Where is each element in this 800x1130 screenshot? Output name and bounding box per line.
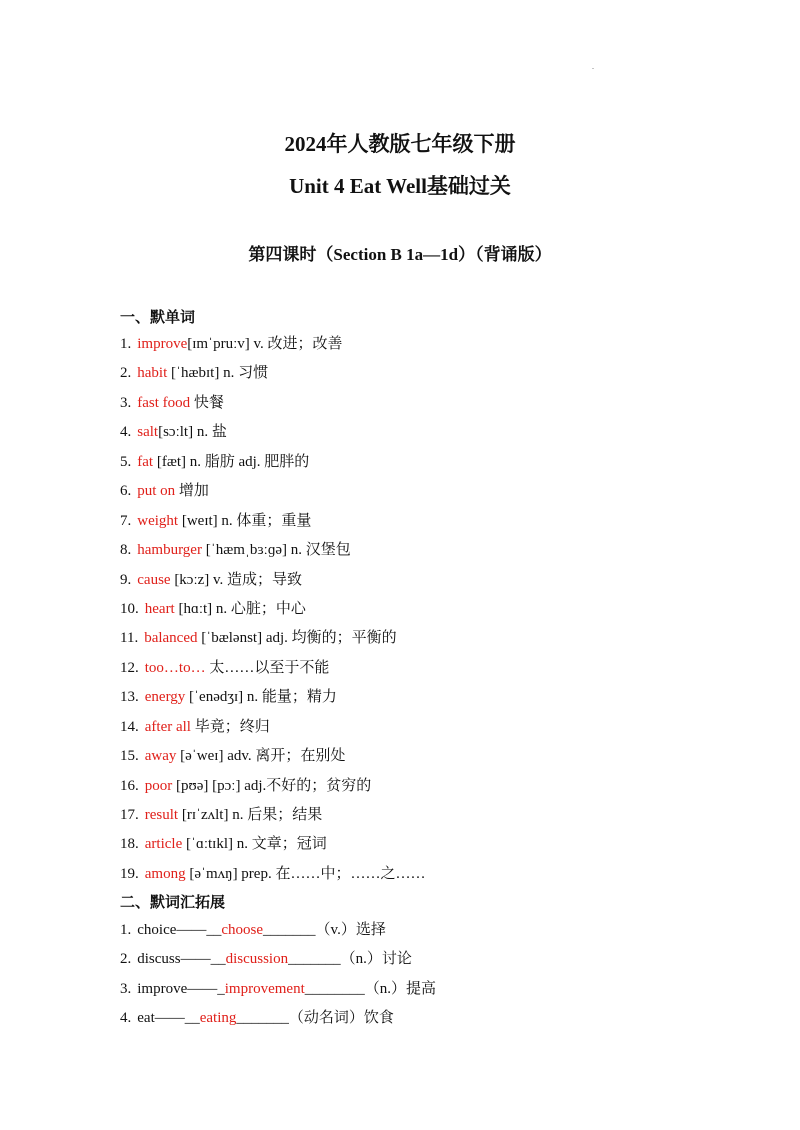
item-number: 4.	[120, 424, 132, 441]
item-number: 15.	[120, 748, 139, 765]
list-item	[120, 745, 425, 774]
answer-text: discussion	[225, 951, 289, 968]
corner-mark: .	[592, 62, 594, 71]
vocabulary-list	[120, 333, 425, 892]
list-item	[120, 833, 425, 862]
vocab-word: balanced	[144, 630, 198, 647]
vocab-word: after all	[144, 718, 191, 735]
item-number: 3.	[120, 980, 132, 997]
list-item	[120, 716, 425, 745]
item-number: 4.	[120, 1010, 132, 1027]
vocab-definition: [hɑːt] n. 心脏；中心	[174, 600, 306, 617]
item-number: 19.	[120, 865, 139, 882]
answer-text: improvement	[224, 980, 305, 997]
vocab-definition: [ˈhæbɪt] n. 习惯	[167, 365, 269, 382]
list-item	[120, 451, 425, 480]
item-number: 1.	[120, 336, 132, 352]
item-number: 9.	[120, 571, 132, 588]
list-item	[120, 948, 436, 977]
base-word: eat——__	[137, 1010, 200, 1027]
vocab-definition: 快餐	[190, 394, 224, 411]
list-item	[120, 919, 436, 948]
list-item	[120, 333, 425, 362]
list-item	[120, 686, 425, 715]
vocab-definition: [rɪˈzʌlt] n. 后果；结果	[178, 807, 323, 823]
page-subtitle: Unit 4 Eat Well基础过关	[289, 174, 511, 198]
vocab-word: hamburger	[137, 542, 202, 559]
vocab-word: improve	[137, 336, 188, 352]
vocab-word: among	[144, 865, 186, 882]
vocab-definition: [əˈmʌŋ] prep. 在……中；……之……	[185, 865, 426, 882]
vocab-definition: [əˈweɪ] adv. 离开；在别处	[176, 748, 346, 765]
item-number: 5.	[120, 453, 132, 470]
vocab-word: too…to…	[144, 659, 206, 676]
answer-text: choose	[221, 922, 264, 938]
list-item	[120, 978, 436, 1007]
list-item	[120, 1007, 436, 1036]
word-forms-list	[120, 919, 436, 1037]
vocab-word: fast food	[137, 394, 191, 411]
vocab-word: put on	[137, 483, 176, 500]
base-word: discuss——__	[137, 951, 226, 968]
list-item	[120, 510, 425, 539]
item-number: 12.	[120, 659, 139, 676]
list-item	[120, 392, 425, 421]
vocab-definition: [ɪmˈpruːv] v. 改进；改善	[187, 336, 343, 352]
vocab-word: cause	[137, 571, 171, 588]
vocab-definition: [pʊə] [pɔː] adj.不好的；贫穷的	[172, 777, 372, 794]
list-item	[120, 863, 425, 892]
vocab-word: result	[144, 807, 179, 823]
vocab-definition: [ˈɑːtɪkl] n. 文章；冠词	[182, 836, 327, 853]
vocab-word: away	[144, 748, 177, 765]
section-heading-vocabulary: 一、默单词	[120, 310, 196, 326]
vocab-word: habit	[137, 365, 168, 382]
item-number: 10.	[120, 600, 139, 617]
vocab-word: fat	[137, 453, 154, 470]
vocab-word: salt	[137, 424, 159, 441]
vocab-word: poor	[144, 777, 173, 794]
list-item	[120, 598, 425, 627]
item-number: 17.	[120, 807, 139, 823]
vocab-definition: [fæt] n. 脂肪 adj. 肥胖的	[153, 453, 310, 470]
item-number: 7.	[120, 512, 132, 529]
base-word: choice——__	[137, 922, 222, 938]
list-item	[120, 480, 425, 509]
item-number: 2.	[120, 951, 132, 968]
blank-and-meaning: _______（n.）讨论	[288, 951, 412, 968]
list-item	[120, 657, 425, 686]
list-item	[120, 421, 425, 450]
blank-and-meaning: ________（n.）提高	[304, 980, 436, 997]
blank-and-meaning: _______（v.）选择	[263, 922, 386, 938]
item-number: 16.	[120, 777, 139, 794]
vocab-definition: 增加	[175, 483, 209, 500]
vocab-word: heart	[144, 600, 175, 617]
vocab-definition: [ˈbælənst] adj. 均衡的；平衡的	[197, 630, 397, 647]
vocab-definition: [ˈenədʒɪ] n. 能量；精力	[185, 689, 337, 706]
item-number: 8.	[120, 542, 132, 559]
item-number: 14.	[120, 718, 139, 735]
item-number: 11.	[120, 630, 139, 647]
base-word: improve——_	[137, 980, 225, 997]
list-item	[120, 804, 425, 833]
item-number: 18.	[120, 836, 139, 853]
item-number: 2.	[120, 365, 132, 382]
vocab-word: weight	[137, 512, 179, 529]
item-number: 1.	[120, 922, 132, 938]
vocab-definition: [sɔːlt] n. 盐	[158, 424, 227, 441]
lesson-title: 第四课时（Section B 1a—1d）（背诵版）	[248, 245, 552, 264]
list-item	[120, 627, 425, 656]
item-number: 3.	[120, 394, 132, 411]
section-heading-word-forms: 二、默词汇拓展	[120, 895, 226, 911]
list-item	[120, 362, 425, 391]
vocab-word: article	[144, 836, 183, 853]
vocab-definition: [weɪt] n. 体重；重量	[178, 512, 312, 529]
list-item	[120, 569, 425, 598]
blank-and-meaning: _______（动名词）饮食	[236, 1010, 394, 1027]
answer-text: eating	[199, 1010, 237, 1027]
list-item	[120, 539, 425, 568]
page-title: 2024年人教版七年级下册	[284, 132, 516, 156]
vocab-word: energy	[144, 689, 186, 706]
vocab-definition: [kɔːz] v. 造成；导致	[170, 571, 303, 588]
list-item	[120, 775, 425, 804]
item-number: 13.	[120, 689, 139, 706]
vocab-definition: 毕竟；终归	[190, 718, 270, 735]
vocab-definition: [ˈhæmˌbɜːɡə] n. 汉堡包	[201, 542, 351, 559]
vocab-definition: 太……以至于不能	[205, 659, 330, 676]
item-number: 6.	[120, 483, 132, 500]
